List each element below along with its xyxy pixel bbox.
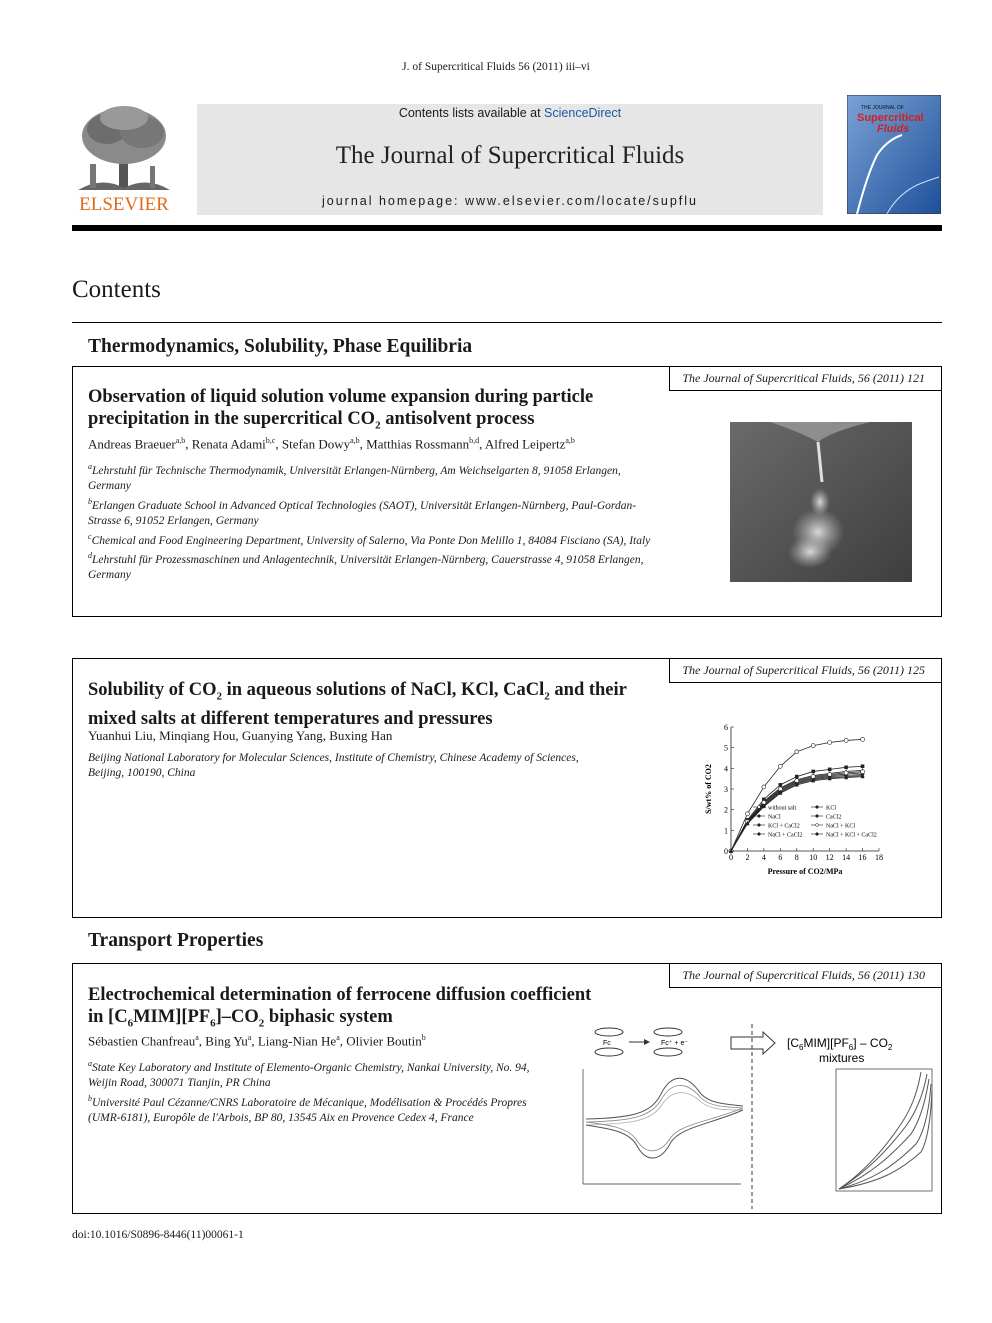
author-name: Alfred Leipertz [484, 436, 566, 452]
cyclic-voltammogram [583, 1069, 743, 1184]
affiliation-sup: a [88, 462, 92, 471]
section-heading-transport: Transport Properties [88, 930, 264, 951]
article-entry-2[interactable] [72, 658, 942, 918]
article-title-line-2 [88, 1006, 591, 1035]
legend-label: KCl + CaCl2 [768, 823, 800, 830]
author-list [88, 1033, 426, 1049]
author-sup: a [336, 1033, 340, 1042]
title-part: and their [549, 680, 627, 700]
author-name: Renata Adami [191, 436, 266, 452]
title-subscript: 2 [544, 690, 550, 703]
legend-marker [816, 806, 819, 809]
contents-lists-text: Contents lists available at [398, 106, 545, 120]
section-heading-thermodynamics: Thermodynamics, Solubility, Phase Equilibria [88, 336, 473, 357]
author-name: Sébastien Chanfreau [88, 1033, 196, 1049]
data-point [844, 738, 848, 742]
article-title[interactable] [88, 679, 627, 730]
legend-marker [816, 815, 819, 818]
article-title-line-1: Observation of liquid solution volume expansion during particle [88, 387, 594, 407]
journal-banner [197, 104, 823, 215]
ferrocenium-icon [654, 1028, 688, 1056]
title-subscript: 6 [127, 1017, 134, 1030]
x-tick-label: 6 [778, 853, 783, 862]
journal-cover[interactable] [847, 95, 941, 214]
ref-volume-page: , 56 (2011) 130 [851, 968, 925, 982]
doi-link[interactable]: doi:10.1016/S0896-8446(11)00061-1 [72, 1229, 244, 1241]
data-point [861, 764, 865, 768]
data-point [811, 770, 815, 774]
affiliation-sup: d [88, 551, 92, 561]
article-reference [669, 366, 942, 391]
article-title-line-2 [88, 408, 593, 437]
x-tick-label: 14 [842, 853, 851, 862]
mixture-part: [C [787, 1036, 799, 1050]
title-part: in aqueous solutions of NaCl, KCl, CaCl [222, 680, 545, 700]
x-tick-label: 18 [875, 853, 883, 862]
article-reference [669, 963, 942, 988]
x-tick-label: 2 [745, 853, 750, 862]
legend-marker [816, 824, 819, 827]
author-name: Andreas Braeuer [88, 436, 176, 452]
mixture-part: MIM][PF [803, 1036, 849, 1050]
page-title: Contents [72, 276, 161, 303]
affiliation-text: Université Paul Cézanne/CNRS Laboratoire de Mécanique, Modélisation & Procédés Propres (UMR-6181), Europôle de l'Arbois, BP 80, 13545 Aix en Provence Cedex 4, France [88, 1096, 527, 1124]
title-subscript: 6 [210, 1017, 216, 1030]
legend-marker [816, 833, 819, 836]
publisher-name: ELSEVIER [79, 194, 169, 215]
author-list [88, 436, 575, 452]
x-tick-label: 12 [825, 853, 834, 862]
article-title-line-2: mixed salts at different temperatures and pressures [88, 708, 493, 729]
data-point [778, 764, 782, 768]
author-name: Stefan Dowy [281, 436, 351, 452]
fc-label: Fc [603, 1040, 611, 1047]
legend-label: NaCl + CaCl2 [768, 832, 803, 839]
data-point [844, 766, 848, 770]
solubility-chart-svg [701, 721, 921, 891]
article-title-line-1 [88, 679, 627, 708]
article-title[interactable] [88, 386, 593, 437]
contents-lists-line [197, 106, 823, 120]
legend-marker [758, 824, 761, 827]
affiliation-sup: c [88, 531, 92, 541]
title-subscript: 2 [258, 1017, 265, 1030]
title-part: in [C [88, 1007, 128, 1027]
affiliation-list [88, 1056, 548, 1126]
running-head: J. of Supercritical Fluids 56 (2011) iii–vi [402, 61, 590, 73]
mixture-label [787, 1036, 893, 1052]
author-sup: b,d [469, 436, 480, 445]
title-subscript: 2 [375, 419, 381, 432]
header-divider [72, 225, 942, 231]
affiliation-text: Erlangen Graduate School in Advanced Optical Technologies (SAOT), Universität Erlangen-Nürnberg, Paul-Gordan-Strasse 6, 91052 Erlangen, Germany [88, 499, 637, 527]
affiliation-sup: a [88, 1059, 92, 1068]
mixture-sub: 6 [848, 1043, 854, 1052]
legend-label: KCl [826, 805, 837, 812]
cover-title-2: Fluids [877, 123, 910, 135]
journal-homepage[interactable]: journal homepage: www.elsevier.com/locate/supflu [321, 194, 698, 208]
affiliation [88, 494, 658, 529]
legend-label: NaCl + KCl [826, 823, 856, 830]
affiliation [88, 529, 658, 549]
affiliation-text: Lehrstuhl für Technische Thermodynamik, Universität Erlangen-Nürnberg, Am Weichselgarten 8, 91058 Erlangen, Germany [88, 464, 621, 492]
author-sep: , [275, 436, 282, 452]
ref-journal: The Journal of Supercritical Fluids [682, 663, 852, 677]
author-name: Bing Yu [205, 1033, 248, 1049]
x-tick-label: 16 [858, 853, 867, 862]
graphical-abstract-photo [730, 422, 912, 582]
y-tick-label: 4 [724, 764, 728, 774]
data-point [811, 744, 815, 748]
y-axis-label: S/wt% of CO2 [704, 764, 713, 814]
data-point [828, 741, 832, 745]
ref-volume-page: , 56 (2011) 121 [851, 371, 925, 385]
cover-small-title: THE JOURNAL OF [861, 105, 904, 111]
author-sup: b [421, 1033, 426, 1042]
x-tick-label: 8 [794, 853, 799, 862]
affiliation-text: State Key Laboratory and Institute of Elemento-Organic Chemistry, Nankai University, No. 94, Weijin Road, 300071 Tianjin, PR China [88, 1061, 530, 1089]
author-name: Liang-Nian He [257, 1033, 337, 1049]
x-tick-label: 0 [729, 853, 733, 862]
author-list: Yuanhui Liu, Minqiang Hou, Guanying Yang, Buxing Han [88, 728, 393, 743]
mixture-label-line2: mixtures [819, 1051, 865, 1065]
y-tick-label: 0 [724, 847, 728, 856]
data-point [762, 785, 766, 789]
author-sup: a,b [175, 436, 186, 445]
legend-label: NaCl [768, 814, 781, 821]
title-subscript: 2 [216, 690, 222, 703]
phase-equilibria-plot [836, 1069, 932, 1191]
author-sup: b,c [265, 436, 276, 445]
author-sep: , [479, 436, 485, 452]
affiliation-text: Lehrstuhl für Prozessmaschinen und Anlagentechnik, Universität Erlangen-Nürnberg, Cauerstrasse 4, 91058 Erlangen, Germany [88, 554, 644, 582]
article-title[interactable] [88, 984, 591, 1035]
data-point [828, 768, 832, 772]
x-tick-label: 10 [809, 853, 818, 862]
author-sup: a,b [350, 436, 360, 445]
mixture-sub: 2 [887, 1043, 893, 1052]
article-entry-1[interactable] [72, 366, 942, 617]
affiliation-text: Chemical and Food Engineering Department, University of Salerno, Via Ponte Don Melillo 1, 84084 Fisciano (SA), Italy [91, 534, 651, 547]
author-name: Olivier Boutin [346, 1033, 422, 1049]
contents-divider [72, 322, 942, 323]
sciencedirect-link[interactable]: ScienceDirect [544, 106, 622, 120]
y-tick-label: 5 [724, 743, 728, 753]
right-arrow-icon [731, 1032, 775, 1054]
author-sup: a,b [565, 436, 575, 445]
legend-label: without salt [768, 805, 797, 812]
author-sep: , [198, 1033, 206, 1049]
title-part: precipitation in the supercritical CO [88, 409, 376, 429]
fcp-label: Fc⁺ + e⁻ [661, 1040, 689, 1047]
author-sup: a [195, 1033, 199, 1042]
title-part: biphasic system [264, 1007, 393, 1027]
ferrocene-icon [595, 1028, 623, 1056]
graphical-abstract-electrochem [561, 1024, 939, 1209]
legend-marker [758, 806, 761, 809]
cover-title-1: Supercritical [857, 112, 924, 124]
affiliation-sup: b [88, 496, 92, 506]
article-title-line-1: Electrochemical determination of ferrocene diffusion coefficient [88, 985, 592, 1005]
affiliation-text: Beijing, 100190, China [88, 767, 196, 779]
elsevier-logo[interactable] [72, 104, 176, 216]
author-sep: , [251, 1033, 258, 1049]
solubility-chart [701, 721, 921, 891]
author-sep: , [359, 436, 367, 452]
author-name: Matthias Rossmann [366, 436, 470, 452]
data-point [861, 737, 865, 741]
affiliation [88, 548, 658, 583]
x-axis-label: Pressure of CO2/MPa [767, 867, 843, 876]
legend-label: CaCl2 [826, 814, 842, 821]
title-part: antisolvent process [380, 409, 535, 429]
legend-marker [758, 815, 761, 818]
author-sep: , [339, 1033, 347, 1049]
y-tick-label: 2 [724, 805, 728, 815]
spray-plume-image [730, 422, 912, 582]
affiliation-sup: b [88, 1093, 92, 1103]
ref-volume-page: , 56 (2011) 125 [851, 663, 925, 677]
title-part: ]–CO [215, 1007, 259, 1027]
title-part: MIM][PF [133, 1007, 211, 1027]
ref-journal: The Journal of Supercritical Fluids [682, 968, 852, 982]
affiliation-list [88, 751, 658, 781]
y-tick-label: 1 [724, 826, 728, 836]
legend-label: NaCl + KCl + CaCl2 [826, 832, 877, 839]
journal-cover-image [847, 95, 941, 214]
article-reference [669, 658, 942, 683]
mixture-part: ] – CO [853, 1036, 888, 1050]
affiliation [88, 1091, 548, 1126]
article-entry-3[interactable] [72, 963, 942, 1214]
affiliation-list [88, 459, 658, 583]
data-point [795, 750, 799, 754]
data-point [844, 771, 848, 775]
ref-journal: The Journal of Supercritical Fluids [682, 371, 852, 385]
x-tick-label: 4 [761, 853, 766, 862]
y-tick-label: 6 [724, 723, 728, 732]
affiliation-text: Beijing National Laboratory for Molecular Sciences, Institute of Chemistry, Chinese Academy of Sciences, [88, 752, 579, 764]
journal-title: The Journal of Supercritical Fluids [335, 142, 685, 169]
data-point [861, 770, 865, 774]
title-part: Solubility of CO [88, 680, 217, 700]
affiliation [88, 1056, 548, 1091]
series-line-6 [731, 776, 863, 851]
series-line-7 [731, 777, 863, 851]
y-tick-label: 3 [724, 785, 728, 794]
electrochem-figure-svg [561, 1024, 939, 1209]
mixture-sub: 6 [799, 1043, 804, 1052]
author-sep: , [185, 436, 192, 452]
legend-marker [758, 833, 761, 836]
affiliation [88, 459, 658, 494]
author-sup: a [247, 1033, 252, 1042]
data-point [745, 812, 749, 816]
